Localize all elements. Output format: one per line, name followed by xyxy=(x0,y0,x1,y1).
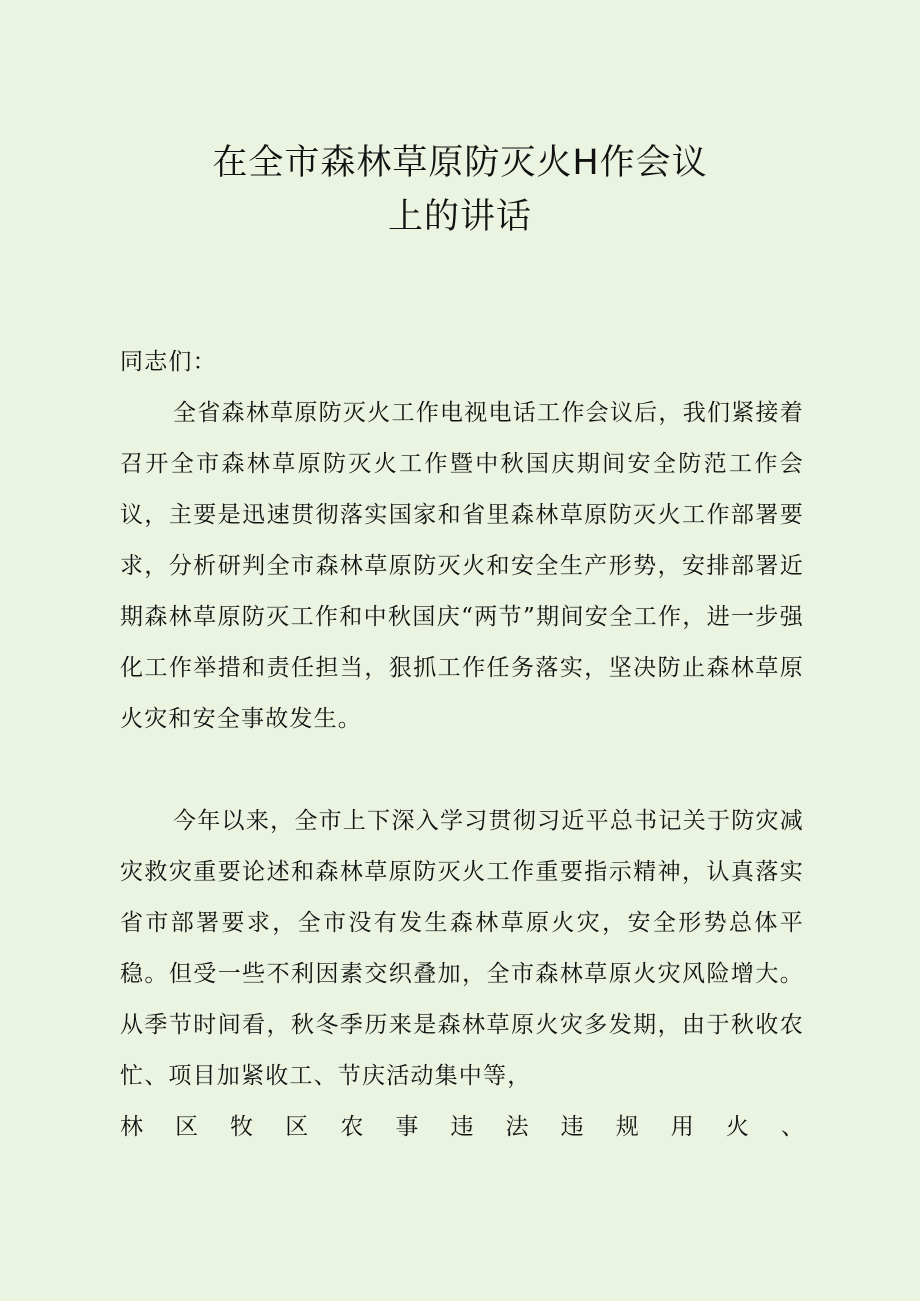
last-line-char: 用 xyxy=(670,1114,694,1140)
last-line-char: 农 xyxy=(340,1114,364,1140)
last-line-char: 事 xyxy=(395,1114,419,1140)
last-line-char: 区 xyxy=(175,1114,199,1140)
document-title-line-1: 在全市森林草原防灭火H作会议 xyxy=(212,143,708,183)
paragraph-2: 今年以来，全市上下深入学习贯彻习近平总书记关于防灾减灾救灾重要论述和森林草原防灭火工作重要指示精神，认真落实省市部署要求，全市没有发生森林草原火灾，安全形势总体平稳。但受一些不利因素交织叠加，全市森林草原火灾风险增大。从季节时间看，秋冬季历来是森林草原火灾多发期，由于秋收农忙、项目加紧收工、节庆活动集中等， xyxy=(120,808,804,1089)
last-line-char: 、 xyxy=(780,1114,804,1140)
last-line-char: 牧 xyxy=(230,1114,254,1140)
last-line-char: 违 xyxy=(560,1114,584,1140)
last-line-char: 规 xyxy=(615,1114,639,1140)
last-line-char: 法 xyxy=(505,1114,529,1140)
paragraph-2-continuation-line xyxy=(120,1102,804,1153)
paragraph-1: 全省森林草原防灭火工作电视电话工作会议后，我们紧接着召开全市森林草原防灭火工作暨中秋国庆期间安全防范工作会议，主要是迅速贯彻落实国家和省里森林草原防灭火工作部署要求，分析研判全市森林草原防灭火和安全生产形势，安排部署近期森林草原防灭工作和中秋国庆“两节”期间安全工作，进一步强化工作举措和责任担当，狠抓工作任务落实，坚决防止森林草原火灾和安全事故发生。 xyxy=(120,400,804,732)
last-line-char: 火 xyxy=(725,1114,749,1140)
document-title-line-2: 上的讲话 xyxy=(387,197,532,237)
last-line-char: 违 xyxy=(450,1114,474,1140)
salutation: 同志们： xyxy=(120,349,217,375)
last-line-char: 区 xyxy=(285,1114,309,1140)
last-line-char: 林 xyxy=(120,1114,143,1140)
